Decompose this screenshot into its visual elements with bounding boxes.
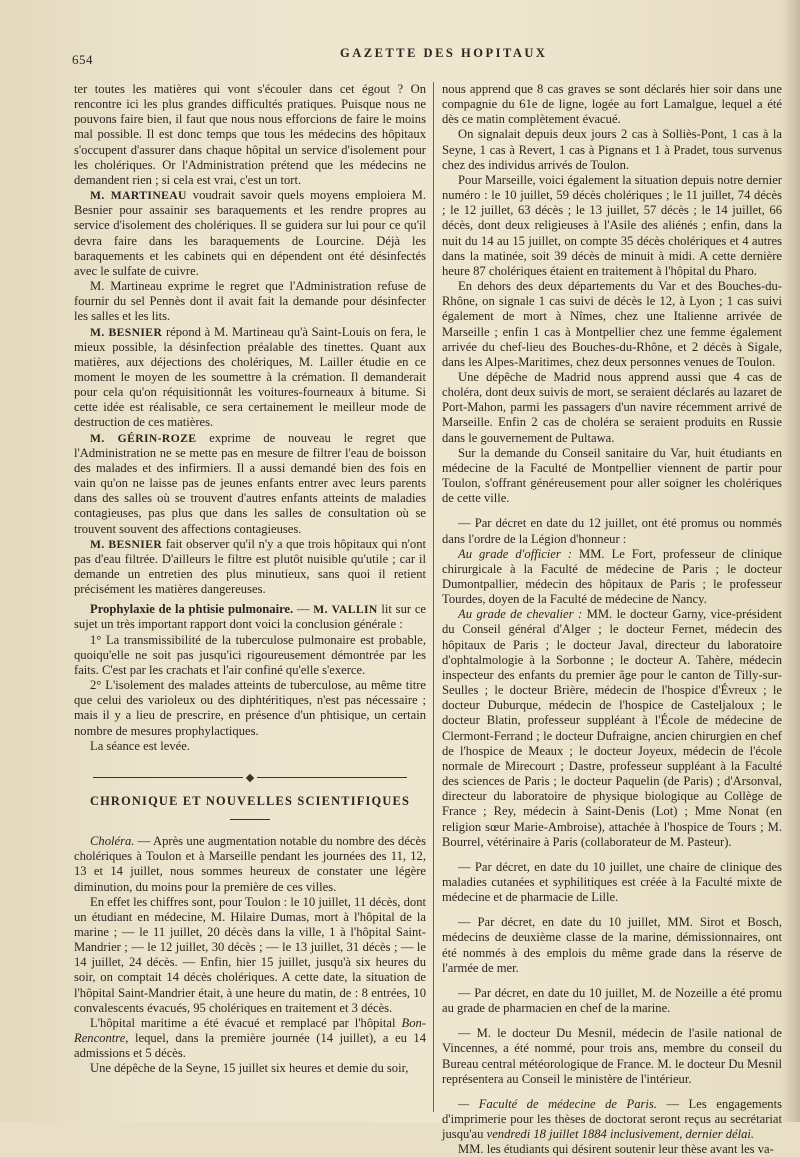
paragraph (442, 1097, 782, 1142)
paragraph-text: MM. Le Fort, professeur de clinique chirurgicale à la Faculté de médecine de Paris ; le docteur Dumontpallier, médecin des hôpitaux de Paris ; le professeur Tourdes, doyen de la Faculté de médecine de Nancy. (442, 546, 782, 607)
paragraph-text: lit sur ce sujet un très important rapport dont voici la conclusion générale : (74, 602, 427, 632)
paragraph: — M. le docteur Du Mesnil, médecin de l'asile national de Vincennes, a été nommé, pour trois ans, membre du conseil du Bureau central météorologique de France. M. le docteur Du Mesnil représentera au Conseil le ministère de l'intérieur. (442, 1026, 782, 1086)
left-column (74, 82, 426, 1077)
paragraph: En dehors des deux départements du Var et des Bouches-du-Rhône, on signale 1 cas suivi de décès le 12, à Lyon ; 1 cas suivi également de mort à Nîmes, chez une Italienne arrivée de Marseille ; enfin 1 cas à Montpellier chez une femme également arrivée du chef-lieu des Bouches-du-Rhône, et 2 décès à Sigale, dans les Alpes-Maritimes, chez deux personnes venues de Toulon. (442, 279, 782, 369)
column-divider (433, 82, 434, 1112)
paragraph (442, 547, 782, 608)
ornament-divider (74, 770, 426, 782)
paragraph: ter toutes les matières qui vont s'écouler dans cet égout ? On rencontre ici les plus grandes difficultés pratiques. Puisque nous ne pouvons faire bien, il faut que nous nous efforcions de faire le moins mal possible. Il est donc temps que tous les médecins des hôpitaux s'occupent d'assurer dans chaque hôpital un service d'isolement pour les cholériques. Or l'Administration prétend que les médecins ne demandent rien ; si cela est vrai, c'est un tort. (74, 82, 426, 187)
speaker-name: M. BESNIER (90, 537, 163, 551)
lead-term: Au grade d'officier : (458, 546, 572, 561)
hospital-name: Bon-Rencontre (74, 1015, 426, 1046)
subsection-title: Prophylaxie de la phtisie pulmonaire. (90, 602, 294, 617)
paragraph (74, 431, 426, 537)
speaker-name: M. BESNIER (90, 325, 163, 339)
paragraph (74, 325, 426, 431)
spacer (442, 506, 782, 516)
ornament-bar (93, 777, 243, 778)
dash: — (293, 602, 314, 617)
running-title: GAZETTE DES HOPITAUX (340, 46, 548, 60)
spacer (442, 976, 782, 986)
lead-term: — Faculté de médecine de Paris. (458, 1096, 657, 1111)
deadline-text: vendredi 18 juillet 1884 inclusivement, dernier délai. (486, 1127, 755, 1142)
page-number: 654 (72, 52, 93, 67)
paragraph: Une dépêche de la Seyne, 15 juillet six heures et demie du soir, (90, 1061, 409, 1076)
paragraph: 1° La transmissibilité de la tuberculose pulmonaire est probable, quoiqu'elle ne soit pas jusqu'ici rigoureusement démontrée par les faits. C'est par les crachats et l'air confiné qu'elle s'exerce. (74, 632, 426, 677)
paragraph: Une dépêche de Madrid nous apprend aussi que 4 cas de choléra, dont deux suivis de mort, se seraient déclarés au lazaret de Port-Mahon, parmi les passagers d'un navire récemment arrivé de Marseille. Enfin 2 cas de choléra se seraient produits en Russie dans le gouvernement de Pultawa. (442, 369, 782, 445)
title-underline (230, 819, 270, 820)
paragraph: La séance est levée. (90, 738, 190, 753)
spacer (442, 905, 782, 915)
spacer (442, 1016, 782, 1026)
speaker-name: M. GÉRIN-ROZE (90, 431, 197, 445)
paragraph (74, 602, 426, 632)
paragraph: MM. les étudiants qui désirent soutenir leur thèse avant les va- (458, 1142, 774, 1157)
paragraph: En effet les chiffres sont, pour Toulon : le 10 juillet, 11 décès, dont un étudiant en médecine, M. Hilaire Dumas, mort à l'hôpital de la marine ; — le 11 juillet, 20 décès dans la ville, 1 à l'hôpital Saint-Mandrier ; — le 12 juillet, 30 décès ; — le 13 juillet, 31 décès ; — le 14 juillet, 24 décès. — Enfin, hier 15 juillet, jusqu'à six heures du soir, on comptait 14 décès cholériques. A cette date, la situation de l'hôpital Saint-Mandrier était, à une heure du matin, de : 8 entrées, 10 convalescents évacués, 95 cholériques en traitement et 3 décès. (74, 894, 426, 1015)
right-column (442, 82, 782, 1157)
lead-term: Au grade de chevalier : (458, 607, 583, 622)
page-header (0, 44, 800, 74)
paragraph (74, 537, 426, 598)
paragraph: On signalait depuis deux jours 2 cas à Solliès-Pont, 1 cas à la Seyne, 1 cas à Revert, 1 cas à Pignans et 1 à Pradet, tous survenus chez des individus arrivés de Toulon. (442, 127, 782, 172)
paragraph-text: L'hôpital maritime a été évacué et remplacé par l'hôpital (90, 1015, 402, 1030)
paragraph (74, 1016, 426, 1061)
paragraph: M. Martineau exprime le regret que l'Administration refuse de fournir du sel Pennès dont il avait fait la demande pour désinfecter les salles et les lits. (74, 279, 426, 324)
paragraph (74, 188, 426, 279)
paragraph: Sur la demande du Conseil sanitaire du Var, huit étudiants en médecine de la Faculté de Montpellier viennent de partir pour Toulon, s'offrant généreusement pour aller soigner les cholériques de cette ville. (442, 445, 782, 506)
lead-term: Choléra. (90, 834, 135, 849)
spacer (442, 850, 782, 860)
speaker-name: M. MARTINEAU (90, 189, 187, 203)
paragraph (442, 607, 782, 850)
paragraph: — Par décret en date du 12 juillet, ont été promus ou nommés dans l'ordre de la Légion d'honneur : (442, 516, 782, 546)
page-edge-shadow (782, 0, 800, 1122)
paragraph-text: répond à M. Martineau qu'à Saint-Louis on fera, le mieux possible, la désinfection préalable des tinettes. Quant aux matières, aux déjections des cholériques, M. Lailler étudie en ce moment le moyen de les soumettre à la crémation. Il demanderait pour cela qu'on réquisitionnât les voitures-fourneaux à bitume. Si cette idée est réalisable, ce sera certainement le meilleur mode de destruction de ces matières. (74, 324, 426, 430)
paragraph-text: , lequel, dans la première journée (14 juillet), a eu 14 admissions et 5 décès. (74, 1031, 426, 1061)
paragraph-text: exprime de nouveau le regret que l'Administration ne se mette pas en mesure de filtrer l'eau de boisson des malades et des infirmiers. Il a aussi demandé bien des fois en vain qu'on ne laisse pas de jeunes enfants entrer avec leurs parents dans des salles où se trouvent d'autres enfants atteints de maladies contagieuses, pas plus que dans les salles de consultation où se trouvent souvent des affections contagieuses. (74, 430, 427, 536)
paragraph-text: — Les engagements d'imprimerie pour les thèses de doctorat seront reçus au secrétariat jusqu'au (442, 1096, 782, 1142)
paragraph: — Par décret, en date du 10 juillet, MM. Sirot et Bosch, médecins de deuxième classe de la marine, démissionnaires, ont été nommés à des emplois du même grade dans la réserve de l'armée de mer. (442, 915, 782, 975)
paragraph-text: fait observer qu'il n'y a que trois hôpitaux qui n'ont pas d'eau filtrée. D'ailleurs le filtre est plutôt nuisible qu'utile ; car il demande un entretien des plus minutieux, sans quoi il retient précisément les matières dangereuses. (74, 536, 426, 597)
ornament-bar (257, 777, 407, 778)
paragraph (74, 834, 426, 895)
paragraph-text: MM. le docteur Garny, vice-président du Conseil général d'Alger ; le docteur Fernet, médecin des hôpitaux de Paris ; le docteur Javal, directeur du laboratoire d'ophtalmologie à la Sorbonne ; le docteur A. Tahère, médecin inspecteur des enfants du premier âge pour le canton de Tilly-sur-Seulles ; le docteur Brière, médecin de l'hospice d'Évreux ; le docteur Duburque, médecin de l'hospice de Casteljaloux ; le docteur Blatin, professeur suppléant à l'École de médecine de Clermont-Ferrand ; le docteur Dufraigne, ancien chirurgien en chef de l'hospice de Meaux ; le docteur Joyeux, médecin de l'école normale de Mirecourt ; Dastre, professeur suppléant à la Faculté des sciences de Paris ; le docteur Paquelin (de Paris) ; d'Arsonval, directeur du laboratoire de physique biologique au Collège de France ; Rey, médecin à Saint-Denis (Lot) ; Mme Nonat (en religion sœur Marie-Ambroise), attachée à l'hospice de Tours ; M. Bourrel, vétérinaire à Paris (collaborateur de M. Pasteur). (442, 607, 782, 849)
section-title: CHRONIQUE ET NOUVELLES SCIENTIFIQUES (89, 793, 411, 808)
paragraph-text: — Après une augmentation notable du nombre des décès cholériques à Toulon et à Marseille pendant les journées des 11, 12, 13 et 14 juillet, nous sommes heureux de constater une légère diminution, du moins pour la première de ces villes. (74, 834, 426, 894)
speaker-name: M. VALLIN (313, 603, 378, 617)
paragraph: nous apprend que 8 cas graves se sont déclarés hier soir dans une compagnie du 61e de ligne, logée au fort Lamalgue, lequel a été dès ce matin complètement évacué. (442, 82, 782, 127)
paragraph: 2° L'isolement des malades atteints de tuberculose, au même titre que celui des varioleux ou des diphtéritiques, n'est pas nécessaire ; mais il y a lieu de prescrire, en présence d'un phtisique, un certain nombre de mesures prophylactiques. (74, 678, 426, 738)
spacer (442, 1087, 782, 1097)
ornament-diamond-icon (246, 774, 254, 782)
paragraph: Pour Marseille, voici également la situation depuis notre dernier numéro : le 10 juillet, 59 décès cholériques ; le 11 juillet, 74 décès ; le 12 juillet, 63 décès ; le 13 juillet, 57 décès ; le 14 juillet, 66 décès, dont deux religieuses à l'Asile des aliénés ; enfin, dans la nuit du 14 au 15 juillet, on compte 35 décès cholériques et 4 autres dans la matinée, soit 39 décès de minuit à midi. A cette dernière heure 87 cholériques étaient en traitement à l'hôpital du Pharo. (442, 172, 782, 278)
paragraph-text: voudrait savoir quels moyens emploiera M. Besnier pour assainir ses baraquements et les rendre propres au service d'isolement des cholériques. Il se guidera sur lui pour ce qu'il devra faire dans les baraquements de Lourcine. Déjà les baraquements et les cabinets qui en dépendent ont été désinfectés avec le sulfate de cuivre. (74, 188, 426, 278)
paragraph: — Par décret, en date du 10 juillet, une chaire de clinique des maladies cutanées et syphilitiques est créée à la Faculté mixte de médecine et de pharmacie de Lille. (442, 859, 782, 905)
paragraph: — Par décret, en date du 10 juillet, M. de Nozeille a été promu au grade de pharmacien en chef de la marine. (442, 985, 782, 1016)
